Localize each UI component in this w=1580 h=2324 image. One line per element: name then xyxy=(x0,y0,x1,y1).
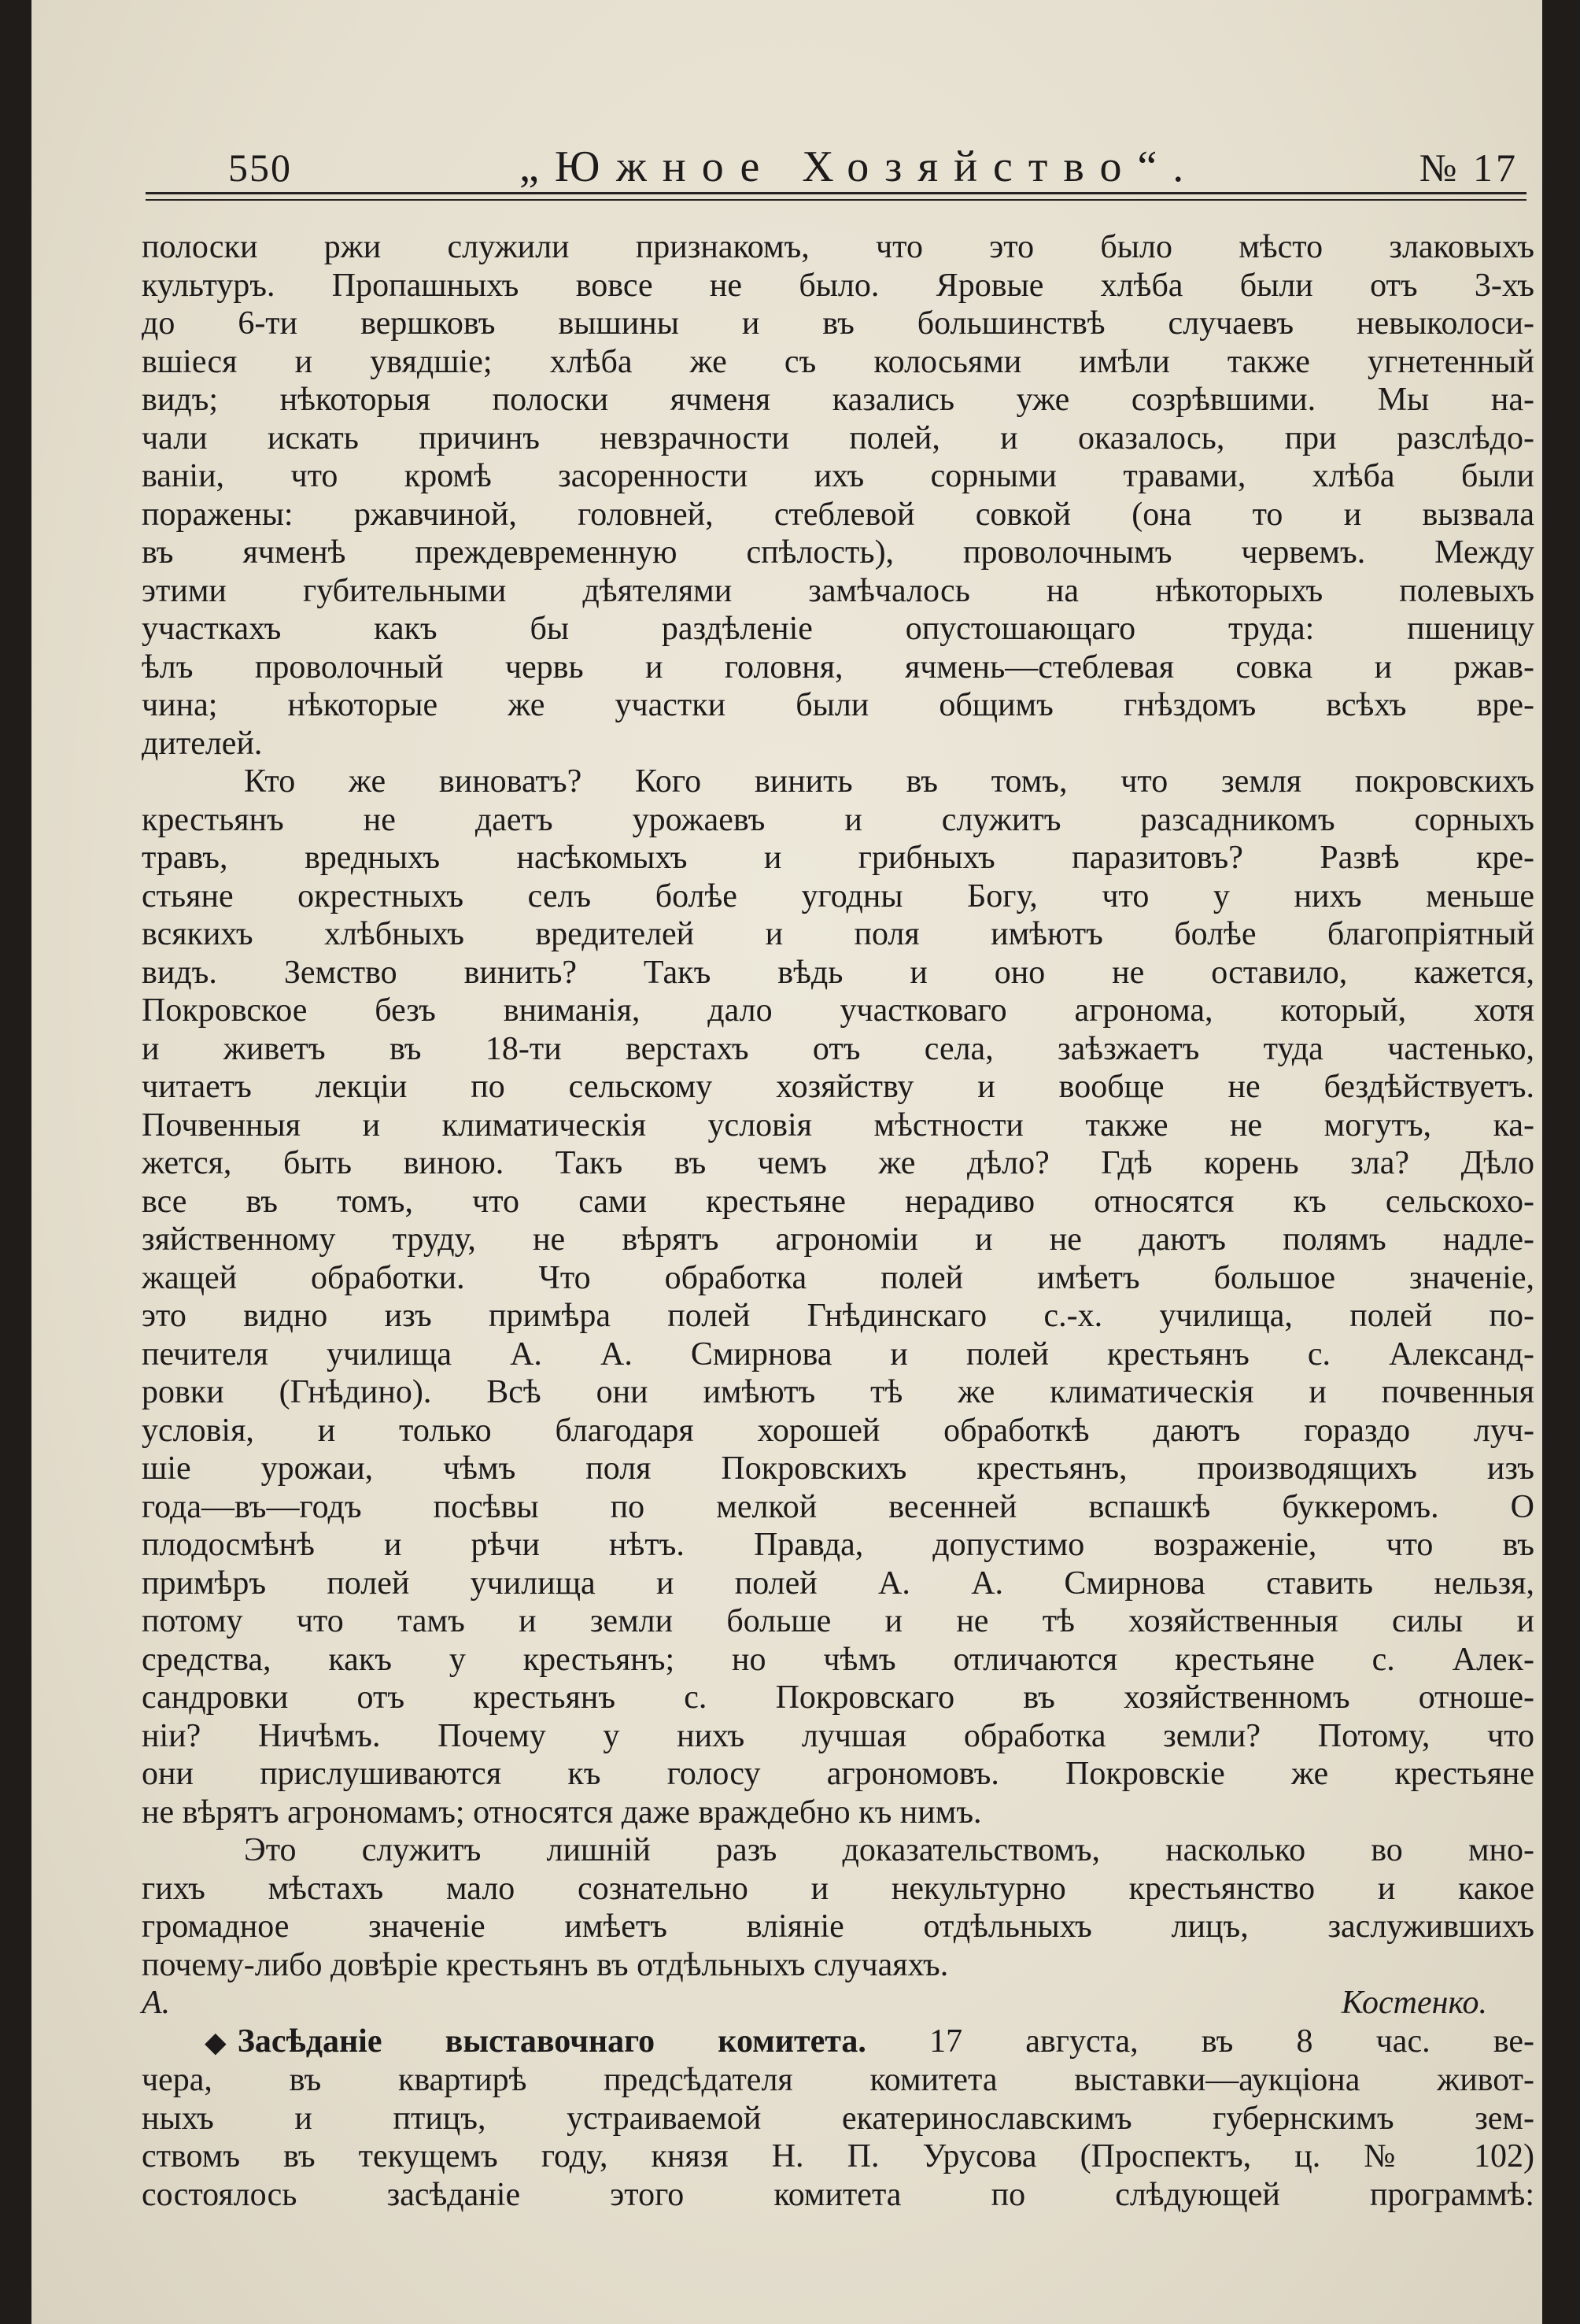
paragraph-line: шіе урожаи, чѣмъ поля Покровскихъ крестьянъ, производящихъ изъ xyxy=(142,1450,1534,1487)
paragraph-line: травъ, вредныхъ насѣкомыхъ и грибныхъ паразитовъ? Развѣ кре- xyxy=(142,840,1534,876)
header-rule-top xyxy=(146,192,1526,194)
paragraph-who-is-to-blame xyxy=(142,763,1534,1831)
paragraph-line xyxy=(142,2023,1534,2062)
paragraph-line: это видно изъ примѣра полей Гнѣдинскаго с.-х. училища, полей по- xyxy=(142,1298,1534,1334)
paragraph-crop-damage xyxy=(142,228,1534,763)
paragraph-line: громадное значеніе имѣетъ вліяніе отдѣльныхъ лицъ, заслужившихъ xyxy=(142,1908,1534,1945)
paragraph-line: и живетъ въ 18-ти верстахъ отъ села, заѣзжаетъ туда частенько, xyxy=(142,1030,1534,1067)
paragraph-line: ѣлъ проволочный червь и головня, ячмень—стеблевая совка и ржав- xyxy=(142,648,1534,685)
paragraph-line: гихъ мѣстахъ мало сознательно и некультурно крестьянство и какое xyxy=(142,1870,1534,1907)
article-body xyxy=(142,228,1534,2214)
paragraph-exhibition-committee xyxy=(142,2023,1534,2215)
diamond-bullet-icon: ◆ xyxy=(205,2026,227,2058)
paragraph-line: чера, въ квартирѣ предсѣдателя комитета выставки—аукціона живот- xyxy=(142,2062,1534,2098)
paragraph-line: жется, быть виною. Такъ въ чемъ же дѣло? Гдѣ корень зла? Дѣло xyxy=(142,1145,1534,1181)
page-number: 550 xyxy=(228,146,292,190)
paragraph-line: печителя училища А. А. Смирнова и полей крестьянъ с. Александ- xyxy=(142,1336,1534,1373)
paragraph-line: всякихъ хлѣбныхъ вредителей и поля имѣютъ болѣе благопріятный xyxy=(142,916,1534,952)
paragraph-line: полоски ржи служили признакомъ, что это было мѣсто злаковыхъ xyxy=(142,229,1534,265)
paragraph-line: почему-либо довѣріе крестьянъ въ отдѣльныхъ случаяхъ. xyxy=(142,1946,949,1983)
paragraph-line: поражены: ржавчиной, головней, стеблевой совкой (она то и вызвала xyxy=(142,496,1534,533)
paragraph-line: Это служитъ лишній разъ доказательствомъ, насколько во мно- xyxy=(244,1832,1534,1868)
paragraph-conclusion xyxy=(142,1831,1534,1984)
section-heading: Засѣданіе выставочнаго комитета. xyxy=(237,2023,866,2060)
paragraph-line: стьяне окрестныхъ селъ болѣе угодны Богу, что у нихъ меньше xyxy=(142,878,1534,914)
paragraph-line: видъ. Земство винить? Такъ вѣдь и оно не оставило, кажется, xyxy=(142,954,1534,991)
paragraph-line: года—въ—годъ посѣвы по мелкой весенней вспашкѣ буккеромъ. О xyxy=(142,1488,1534,1525)
paragraph-line: чина; нѣкоторые же участки были общимъ гнѣздомъ всѣхъ вре- xyxy=(142,687,1534,723)
paragraph-line: чали искать причинъ невзрачности полей, и оказалось, при разслѣдо- xyxy=(142,419,1534,456)
paragraph-line: сандровки отъ крестьянъ с. Покровскаго въ хозяйственномъ отноше- xyxy=(142,1679,1534,1716)
paragraph-line: Покровское безъ вниманія, дало участковаго агронома, который, хотя xyxy=(142,992,1534,1029)
paragraph-line: ныхъ и птицъ, устраиваемой екатеринославскимъ губернскимъ зем- xyxy=(142,2100,1534,2137)
paragraph-line: Кто же виноватъ? Кого винить въ томъ, что земля покровскихъ xyxy=(244,763,1534,800)
paragraph-line: зяйственному труду, не вѣрятъ агрономіи и не даютъ полямъ надле- xyxy=(142,1221,1534,1258)
paragraph-line: жащей обработки. Что обработка полей имѣетъ большое значеніе, xyxy=(142,1259,1534,1296)
paragraph-line: дителей. xyxy=(142,725,263,762)
issue-number: № 17 xyxy=(1419,146,1519,190)
journal-title: „Южное Хозяйство“. xyxy=(519,142,1200,191)
paragraph-line: плодосмѣнѣ и рѣчи нѣтъ. Правда, допустимо возраженіе, что въ xyxy=(142,1527,1534,1563)
paragraph-line: условія, и только благодаря хорошей обработкѣ даютъ гораздо луч- xyxy=(142,1412,1534,1449)
paragraph-line: ніи? Ничѣмъ. Почему у нихъ лучшая обработка земли? Потому, что xyxy=(142,1717,1534,1754)
paragraph-line: до 6-ти вершковъ вышины и въ большинствѣ случаевъ невыколоси- xyxy=(142,305,1534,342)
paragraph-line: не вѣрятъ агрономамъ; относятся даже враждебно къ нимъ. xyxy=(142,1794,982,1831)
paragraph-line: состоялось засѣданіе этого комитета по слѣдующей программѣ: xyxy=(142,2176,1534,2213)
paragraph-line: примѣръ полей училища и полей А. А. Смирнова ставить нельзя, xyxy=(142,1565,1534,1602)
paragraph-line: крестьянъ не даетъ урожаевъ и служитъ разсадникомъ сорныхъ xyxy=(142,801,1534,838)
paragraph-line: они прислушиваются къ голосу агрономовъ. Покровскіе же крестьяне xyxy=(142,1756,1534,1792)
author-signature: А. Костенко. xyxy=(142,1985,1487,2021)
paragraph-line: видъ; нѣкоторыя полоски ячменя казались уже созрѣвшими. Мы на- xyxy=(142,382,1534,418)
section-heading-continuation: 17 августа, въ 8 час. ве- xyxy=(929,2023,1534,2060)
paragraph-line: вшіеся и увядшіе; хлѣба же съ колосьями имѣли также угнетенный xyxy=(142,343,1534,380)
paragraph-line: Почвенныя и климатическія условія мѣстности также не могутъ, ка- xyxy=(142,1107,1534,1144)
paragraph-line: средства, какъ у крестьянъ; но чѣмъ отличаются крестьяне с. Алек- xyxy=(142,1641,1534,1678)
paragraph-line: этими губительными дѣятелями замѣчалось на нѣкоторыхъ полевыхъ xyxy=(142,572,1534,609)
paragraph-line: все въ томъ, что сами крестьяне нерадиво относятся къ сельскохо- xyxy=(142,1183,1534,1220)
paragraph-line: въ ячменѣ преждевременную спѣлость), проволочнымъ червемъ. Между xyxy=(142,534,1534,571)
paragraph-line: участкахъ какъ бы раздѣленіе опустошающаго труда: пшеницу xyxy=(142,611,1534,647)
paragraph-line: ваніи, что кромѣ засоренности ихъ сорными травами, хлѣба были xyxy=(142,458,1534,494)
paragraph-line: ровки (Гнѣдино). Всѣ они имѣютъ тѣ же климатическія и почвенныя xyxy=(142,1374,1534,1410)
journal-page xyxy=(31,0,1542,2324)
header-rule-bottom xyxy=(146,199,1526,201)
paragraph-line: ствомъ въ текущемъ году, князя Н. П. Урусова (Проспектъ, ц. № 102) xyxy=(142,2138,1534,2174)
paragraph-line: читаетъ лекціи по сельскому хозяйству и вообще не бездѣйствуетъ. xyxy=(142,1069,1534,1105)
paragraph-line: культуръ. Пропашныхъ вовсе не было. Яровые хлѣба были отъ 3-хъ xyxy=(142,267,1534,304)
paragraph-line: потому что тамъ и земли больше и не тѣ хозяйственныя силы и xyxy=(142,1603,1534,1639)
